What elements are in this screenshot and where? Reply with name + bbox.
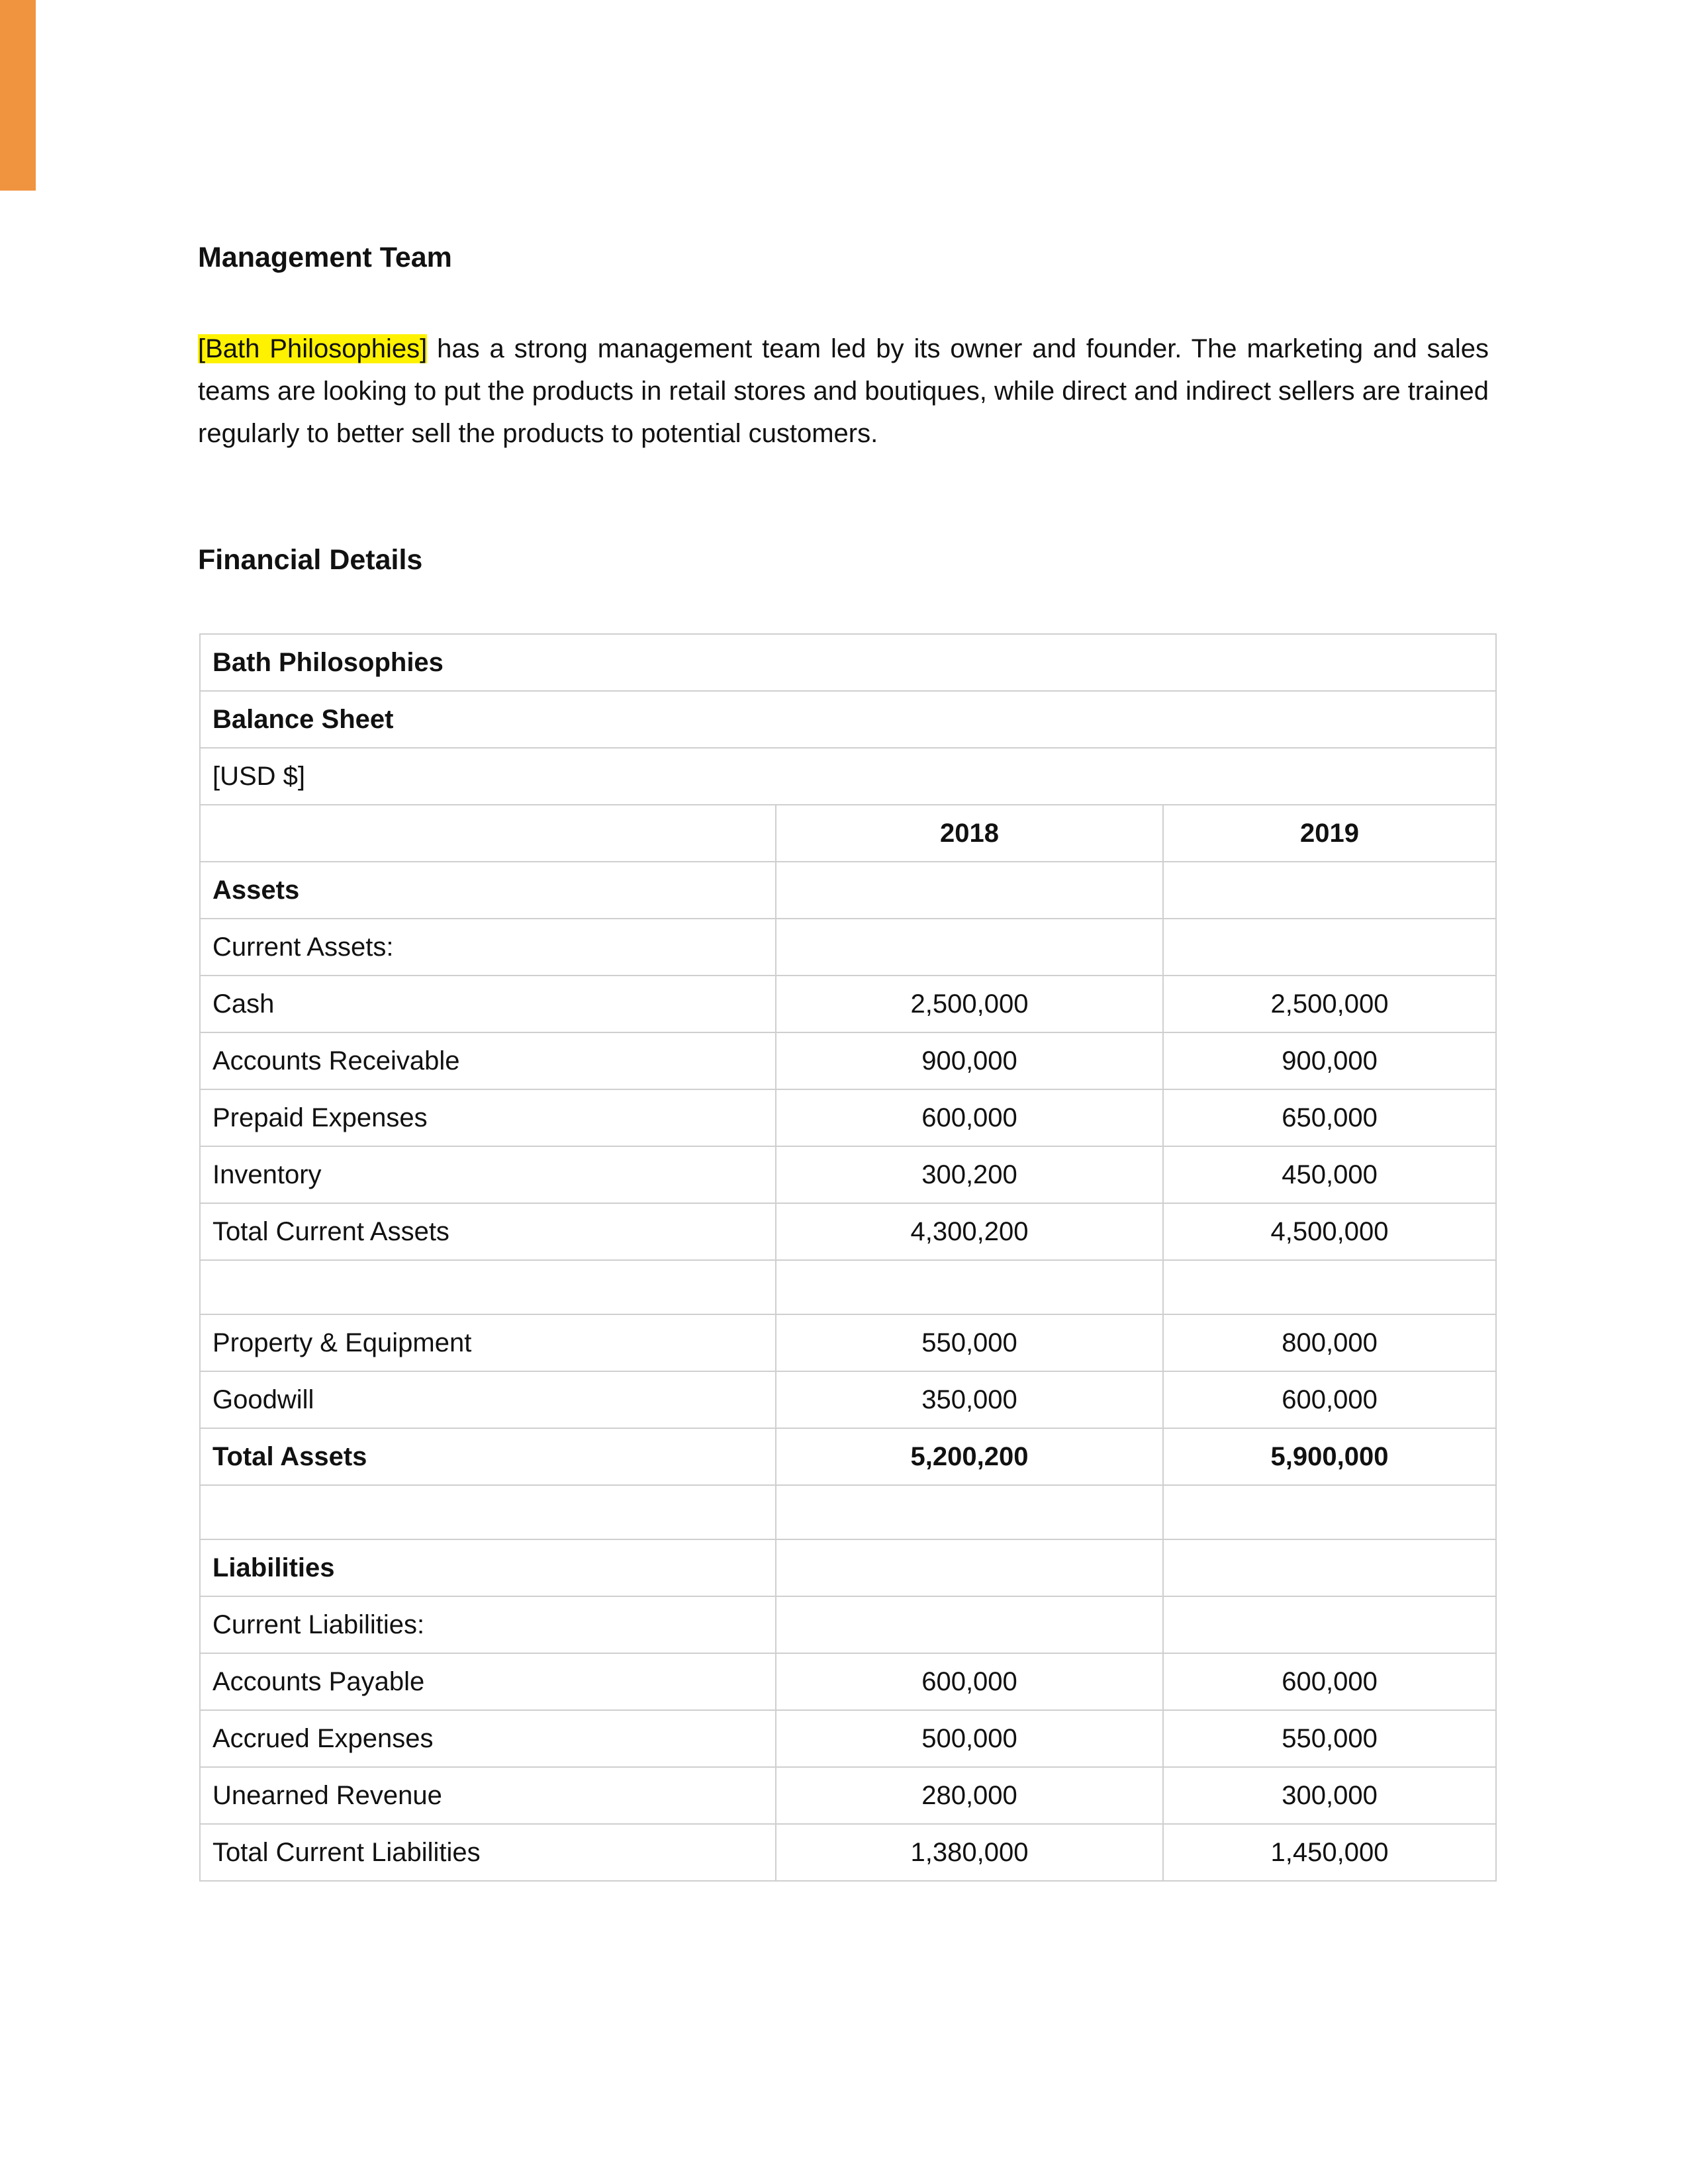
- table-row-accrued-expenses: [200, 1710, 1496, 1767]
- row-label: Current Assets:: [200, 919, 776, 976]
- management-team-paragraph: [198, 328, 1489, 455]
- row-value-2019: 4,500,000: [1163, 1203, 1496, 1260]
- row-value-2018: [776, 1260, 1163, 1314]
- row-label: [200, 1260, 776, 1314]
- management-team-heading: Management Team: [198, 242, 452, 273]
- table-row-accounts-receivable: [200, 1032, 1496, 1089]
- row-value-2018: [776, 1596, 1163, 1653]
- row-value-2019: 300,000: [1163, 1767, 1496, 1824]
- row-value-2019: [1163, 1596, 1496, 1653]
- table-row-prepaid-expenses: [200, 1089, 1496, 1146]
- table-row-goodwill: [200, 1371, 1496, 1428]
- row-value-2019: 2,500,000: [1163, 976, 1496, 1032]
- table-header-blank: [200, 805, 776, 862]
- table-row-accounts-payable: [200, 1653, 1496, 1710]
- row-label: Goodwill: [200, 1371, 776, 1428]
- table-row-cash: [200, 976, 1496, 1032]
- table-row-current-liabilities: [200, 1596, 1496, 1653]
- row-label: Total Assets: [200, 1428, 776, 1485]
- row-value-2018: 350,000: [776, 1371, 1163, 1428]
- year-header-2019: 2019: [1163, 805, 1496, 862]
- row-value-2018: 300,200: [776, 1146, 1163, 1203]
- table-row-spacer: [200, 1260, 1496, 1314]
- row-value-2018: 600,000: [776, 1089, 1163, 1146]
- row-label: Prepaid Expenses: [200, 1089, 776, 1146]
- row-value-2019: [1163, 862, 1496, 919]
- row-label: Property & Equipment: [200, 1314, 776, 1371]
- row-value-2019: 650,000: [1163, 1089, 1496, 1146]
- row-label: Liabilities: [200, 1539, 776, 1596]
- row-label: Inventory: [200, 1146, 776, 1203]
- row-value-2019: [1163, 1539, 1496, 1596]
- row-value-2018: 1,380,000: [776, 1824, 1163, 1881]
- row-value-2018: [776, 862, 1163, 919]
- row-value-2019: 900,000: [1163, 1032, 1496, 1089]
- row-value-2018: [776, 1485, 1163, 1539]
- row-value-2018: [776, 919, 1163, 976]
- table-company-row: [200, 634, 1496, 691]
- row-value-2018: 550,000: [776, 1314, 1163, 1371]
- row-label: [200, 1485, 776, 1539]
- row-label: Current Liabilities:: [200, 1596, 776, 1653]
- row-label: Total Current Liabilities: [200, 1824, 776, 1881]
- table-row-property-equipment: [200, 1314, 1496, 1371]
- table-row-spacer: [200, 1485, 1496, 1539]
- company-name-highlight: [Bath Philosophies]: [198, 334, 428, 363]
- table-row-total-assets: [200, 1428, 1496, 1485]
- row-value-2018: 4,300,200: [776, 1203, 1163, 1260]
- table-row-unearned-revenue: [200, 1767, 1496, 1824]
- row-value-2018: [776, 1539, 1163, 1596]
- row-value-2019: 1,450,000: [1163, 1824, 1496, 1881]
- row-label: Assets: [200, 862, 776, 919]
- row-label: Unearned Revenue: [200, 1767, 776, 1824]
- table-company-name: Bath Philosophies: [200, 634, 1496, 691]
- balance-sheet-table: [199, 633, 1497, 1882]
- table-currency-row: [200, 748, 1496, 805]
- row-value-2019: [1163, 919, 1496, 976]
- table-row-liabilities: [200, 1539, 1496, 1596]
- row-value-2018: 900,000: [776, 1032, 1163, 1089]
- row-label: Accounts Receivable: [200, 1032, 776, 1089]
- row-value-2018: 5,200,200: [776, 1428, 1163, 1485]
- row-label: Accrued Expenses: [200, 1710, 776, 1767]
- table-currency: [USD $]: [200, 748, 1496, 805]
- row-value-2019: 450,000: [1163, 1146, 1496, 1203]
- table-row-total-current-assets: [200, 1203, 1496, 1260]
- table-title: Balance Sheet: [200, 691, 1496, 748]
- table-title-row: [200, 691, 1496, 748]
- row-value-2019: 600,000: [1163, 1653, 1496, 1710]
- table-header-row: [200, 805, 1496, 862]
- table-row-inventory: [200, 1146, 1496, 1203]
- table-row-current-assets: [200, 919, 1496, 976]
- row-value-2019: 600,000: [1163, 1371, 1496, 1428]
- row-value-2018: 280,000: [776, 1767, 1163, 1824]
- row-value-2018: 2,500,000: [776, 976, 1163, 1032]
- row-label: Cash: [200, 976, 776, 1032]
- row-label: Accounts Payable: [200, 1653, 776, 1710]
- table-row-total-current-liabilities: [200, 1824, 1496, 1881]
- row-value-2019: [1163, 1260, 1496, 1314]
- row-value-2018: 600,000: [776, 1653, 1163, 1710]
- row-value-2019: 5,900,000: [1163, 1428, 1496, 1485]
- row-value-2019: 550,000: [1163, 1710, 1496, 1767]
- row-value-2019: [1163, 1485, 1496, 1539]
- management-paragraph-text: has a strong management team led by its owner and founder. The marketing and sales teams are looking to put the products in retail stores and boutiques, while direct and indirect sellers are trained regularly to better sell the products to potential customers.: [198, 334, 1489, 448]
- row-value-2018: 500,000: [776, 1710, 1163, 1767]
- table-row-assets: [200, 862, 1496, 919]
- year-header-2018: 2018: [776, 805, 1163, 862]
- row-label: Total Current Assets: [200, 1203, 776, 1260]
- financial-details-heading: Financial Details: [198, 544, 423, 576]
- page-accent-bar: [0, 0, 36, 191]
- row-value-2019: 800,000: [1163, 1314, 1496, 1371]
